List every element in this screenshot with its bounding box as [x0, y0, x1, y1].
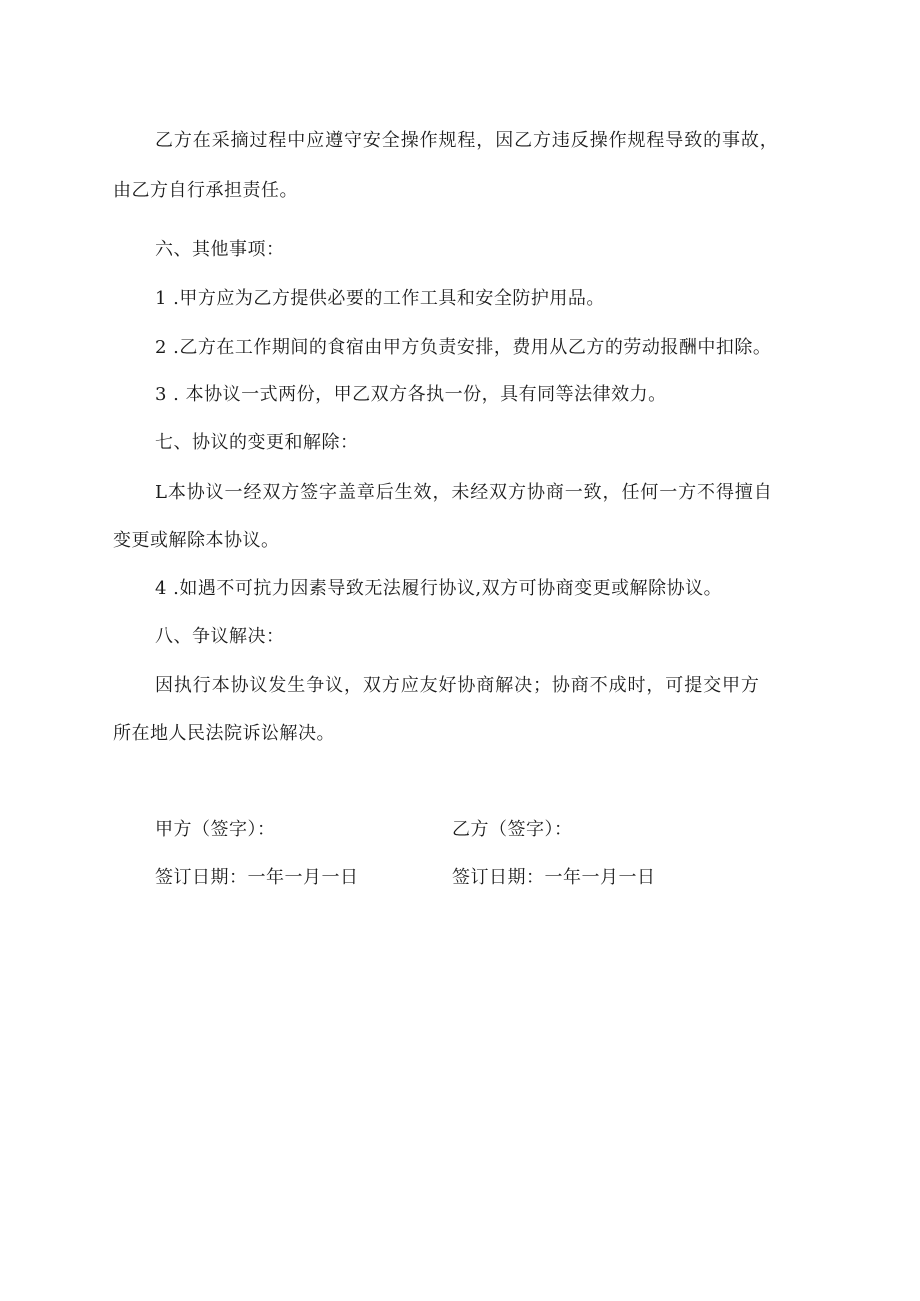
section-8-line-1: 因执行本协议发生争议，双方应友好协商解决；协商不成时，可提交甲方: [155, 675, 760, 696]
safety-paragraph-line-1: 乙方在采摘过程中应遵守安全操作规程，因乙方违反操作规程导致的事故，: [155, 130, 779, 151]
section-6-item-1: 1 .甲方应为乙方提供必要的工作工具和安全防护用品。: [155, 288, 605, 309]
section-6-heading: 六、其他事项：: [155, 239, 285, 260]
section-6-item-2: 2 .乙方在工作期间的食宿由甲方负责安排，费用从乙方的劳动报酬中扣除。: [155, 337, 772, 358]
party-b-signing-date: 签订日期：一年一月一日: [452, 867, 656, 888]
section-7-item-2: 4 .如遇不可抗力因素导致无法履行协议,双方可协商变更或解除协议。: [155, 578, 723, 599]
party-a-signing-date: 签订日期：一年一月一日: [155, 867, 359, 888]
party-a-signature-label: 甲方（签字）：: [155, 819, 276, 840]
safety-paragraph-line-2: 由乙方自行承担责任。: [113, 180, 298, 201]
section-7-item-1-line-1: L本协议一经双方签字盖章后生效，未经双方协商一致，任何一方不得擅自: [155, 482, 773, 503]
section-8-heading: 八、争议解决：: [155, 626, 285, 647]
party-b-signature-label: 乙方（签字）：: [452, 819, 573, 840]
section-7-heading: 七、协议的变更和解除：: [155, 432, 359, 453]
section-8-line-2: 所在地人民法院诉讼解决。: [113, 723, 335, 744]
section-7-item-1-line-2: 变更或解除本协议。: [113, 530, 280, 551]
section-6-item-3: 3 . 本协议一式两份，甲乙双方各执一份，具有同等法律效力。: [155, 384, 667, 405]
